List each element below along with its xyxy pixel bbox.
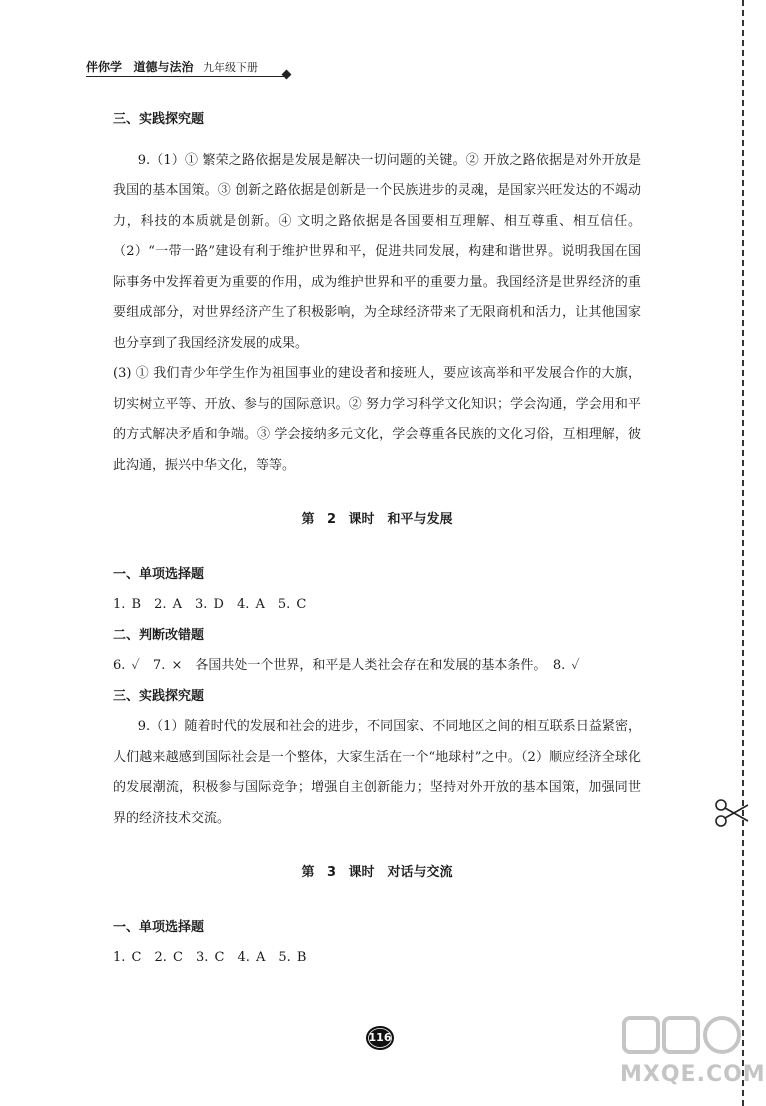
answer-paragraph-9-lesson2: 9.（1）随着时代的发展和社会的进步，不同国家、不同地区之间的相互联系日益紧密，人们越来越感到国际社会是一个整体，大家生活在一个“地球村”之中。（2）顺应经济全球化的发展潮流，积极参与国际竞争；增强自主创新能力；坚持对外开放的基本国策，加强同世界的经济技术交流。 xyxy=(113,719,641,826)
watermark-logo xyxy=(620,1012,766,1102)
page-content xyxy=(113,105,641,974)
running-header xyxy=(86,58,306,76)
grade-label: 九年级下册 xyxy=(203,61,259,74)
book-title: 伴你学 xyxy=(86,60,123,74)
header-rule xyxy=(86,76,284,77)
answers-single-choice: 1. B 2. A 3. D 4. A 5. C xyxy=(113,597,307,612)
subject-title: 道德与法治 xyxy=(133,60,194,74)
answers-single-choice-3: 1. C 2. C 3. C 4. A 5. B xyxy=(113,950,307,965)
section-heading-single-choice: 一、单项选择题 xyxy=(113,566,205,582)
header-diamond-icon xyxy=(282,70,292,80)
section-heading-true-false: 二、判断改错题 xyxy=(113,627,205,643)
watermark-shape-icon xyxy=(620,1012,745,1062)
section-heading-practice-2: 三、实践探究题 xyxy=(113,688,205,704)
answer-paragraph-9: 9.（1）① 繁荣之路依据是发展是解决一切问题的关键。② 开放之路依据是对外开放是我国的基本国策。③ 创新之路依据是创新是一个民族进步的灵魂，是国家兴旺发达的不竭动力，科技的本质就是创新。④ 文明之路依据是各国要相互理解、相互尊重、相互信任。（2）“一带一路”建设有利于维护世界和平，促进共同发展，构建和谐世界。说明我国在国际事务中发挥着更为重要的作用，成为维护世界和平的重要力量。我国经济是世界经济的重要组成部分，对世界经济产生了积极影响，为全球经济带来了无限商机和活力，让其他国家也分享到了我国经济发展的成果。 xyxy=(113,152,641,351)
section-heading-single-choice-3: 一、单项选择题 xyxy=(113,919,205,935)
answers-true-false: 6. ✓ 7. × 各国共处一个世界，和平是人类社会存在和发展的基本条件。 8. ✓ xyxy=(113,658,580,673)
page-number: 116 xyxy=(368,1031,392,1044)
lesson-title-2: 第 2 课时 和平与发展 xyxy=(301,512,453,527)
watermark-text: MXQE.COM xyxy=(620,1062,766,1087)
lesson-title-3: 第 3 课时 对话与交流 xyxy=(301,865,453,880)
page-number-badge xyxy=(365,1025,395,1051)
answer-paragraph-9-3: (3) ① 我们青少年学生作为祖国事业的建设者和接班人，要应该高举和平发展合作的大旗，切实树立平等、开放、参与的国际意识。② 努力学习科学文化知识；学会沟通，学会用和平的方式解决矛盾和争端。③ 学会接纳多元文化，学会尊重各民族的文化习俗，互相理解，彼此沟通，振兴中华文化，等等。 xyxy=(113,366,641,473)
scissors-icon xyxy=(712,797,750,829)
cut-line xyxy=(742,0,744,1106)
section-heading-practice: 三、实践探究题 xyxy=(113,112,205,127)
